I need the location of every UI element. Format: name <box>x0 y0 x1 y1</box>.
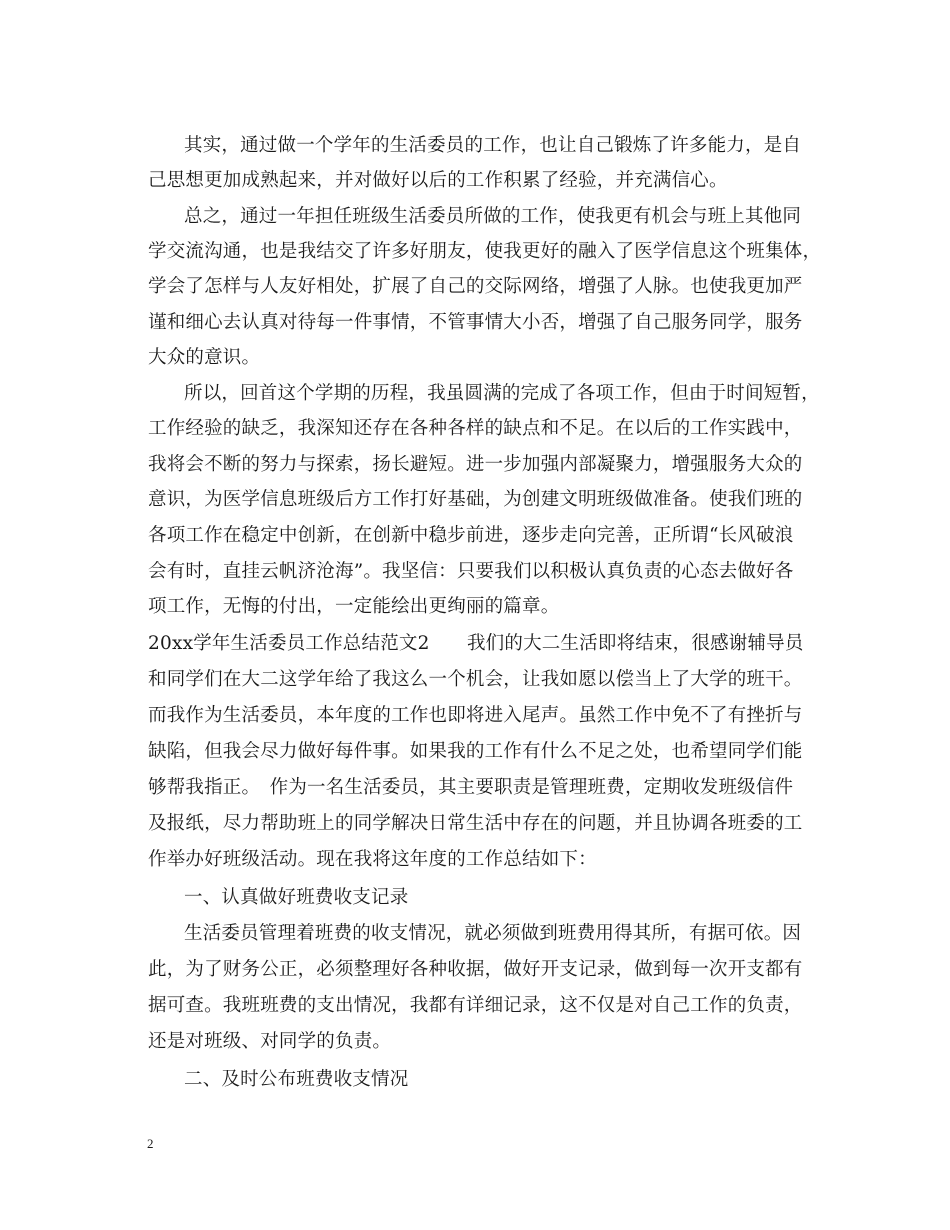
text-line: 生活委员管理着班费的收支情况，就必须做到班费用得其所，有据可依。因 <box>184 923 802 944</box>
text-line: 所以，回首这个学期的历程，我虽圆满的完成了各项工作，但由于时间短暂， <box>184 383 820 404</box>
text-line: 意识，为医学信息班级后方工作打好基础，为创建文明班级做准备。使我们班的 <box>148 489 803 510</box>
text-line: 还是对班级、对同学的负责。 <box>148 1031 392 1052</box>
text-line: 大众的意识。 <box>148 347 261 368</box>
text-line: 据可查。我班班费的支出情况，我都有详细记录，这不仅是对自己工作的负责， <box>148 995 803 1016</box>
text-line: 我将会不断的努力与探索，扬长避短。进一步加强内部凝聚力，增强服务大众的 <box>148 454 803 475</box>
section-heading-line: 20xx学年生活委员工作总结范文2 我们的大二生活即将结束，很感谢辅导员 <box>148 633 804 654</box>
subheading-line: 一、认真做好班费收支记录 <box>184 887 409 908</box>
text-line: 谨和细心去认真对待每一件事情，不管事情大小否，增强了自己服务同学，服务 <box>148 312 803 333</box>
text-line: 己思想更加成熟起来，并对做好以后的工作积累了经验，并充满信心。 <box>148 170 728 191</box>
page-number: 2 <box>147 1136 154 1151</box>
text-line: 总之，通过一年担任班级生活委员所做的工作，使我更有机会与班上其他同 <box>184 206 802 227</box>
text-line: 此，为了财务公正，必须整理好各种收据，做好开支记录，做到每一次开支都有 <box>148 959 803 980</box>
text-line: 学交流沟通，也是我结交了许多好朋友，使我更好的融入了医学信息这个班集体， <box>148 241 822 262</box>
text-line: 而我作为生活委员，本年度的工作也即将进入尾声。虽然工作中免不了有挫折与 <box>148 705 803 726</box>
text-line: 和同学们在大二这学年给了我这么一个机会，让我如愿以偿当上了大学的班干。 <box>148 669 803 690</box>
text-line: 其实，通过做一个学年的生活委员的工作，也让自己锻炼了许多能力，是自 <box>184 135 802 156</box>
text-line: 会有时，直挂云帆济沧海”。我坚信：只要我们以积极认真负责的心态去做好各 <box>148 561 794 582</box>
text-line: 够帮我指正。 作为一名生活委员，其主要职责是管理班费，定期收发班级信件 <box>148 777 794 798</box>
text-line: 及报纸，尽力帮助班上的同学解决日常生活中存在的问题，并且协调各班委的工 <box>148 813 803 834</box>
text-line: 学会了怎样与人友好相处，扩展了自己的交际网络，增强了人脉。也使我更加严 <box>148 276 803 297</box>
text-line: 工作经验的缺乏，我深知还存在各种各样的缺点和不足。在以后的工作实践中， <box>148 418 803 439</box>
text-line: 项工作，无悔的付出，一定能绘出更绚丽的篇章。 <box>148 596 560 617</box>
text-line: 作举办好班级活动。现在我将这年度的工作总结如下： <box>148 849 597 870</box>
text-line: 各项工作在稳定中创新，在创新中稳步前进，逐步走向完善，正所谓“长风破浪 <box>148 525 794 546</box>
text-line: 缺陷，但我会尽力做好每件事。如果我的工作有什么不足之处，也希望同学们能 <box>148 741 803 762</box>
subheading-line: 二、及时公布班费收支情况 <box>184 1069 409 1090</box>
